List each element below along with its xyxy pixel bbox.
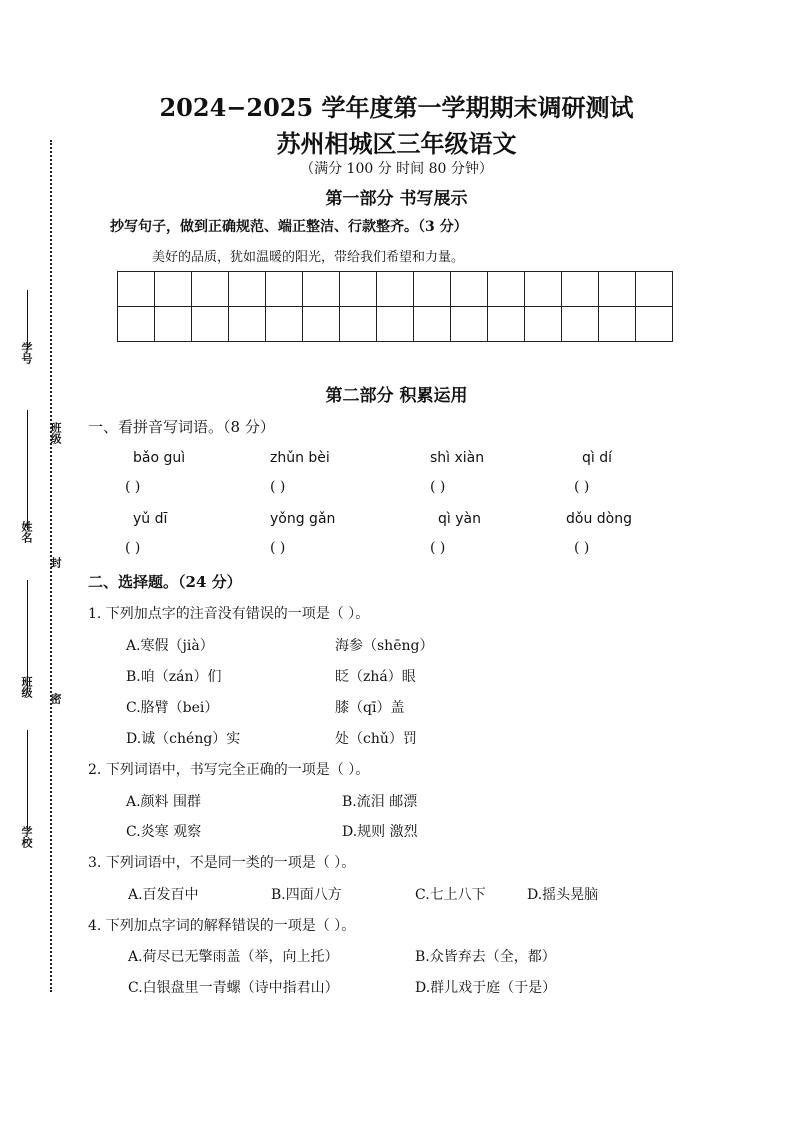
section2-heading: 二、选择题。（24 分） [88, 573, 242, 591]
grid-cell[interactable] [636, 307, 673, 342]
student-id-line [27, 290, 28, 350]
q3-option-a[interactable]: A.百发百中 [128, 887, 199, 903]
grid-cell[interactable] [451, 307, 488, 342]
answer-blank[interactable]: ( ) [430, 479, 446, 495]
pinyin-item: bǎo guì [133, 450, 186, 466]
grid-cell[interactable] [155, 272, 192, 307]
class-line [27, 580, 28, 690]
grid-cell[interactable] [562, 307, 599, 342]
grid-cell[interactable] [266, 272, 303, 307]
grid-cell[interactable] [377, 307, 414, 342]
grid-cell[interactable] [340, 272, 377, 307]
grid-cell[interactable] [229, 272, 266, 307]
exam-subject: 苏州相城区三年级语文 [276, 129, 517, 158]
pinyin-item: shì xiàn [430, 450, 485, 466]
pinyin-item: dǒu dòng [566, 511, 632, 527]
grid-cell[interactable] [118, 307, 155, 342]
grid-cell[interactable] [340, 307, 377, 342]
grid-cell[interactable] [636, 272, 673, 307]
answer-blank[interactable]: ( ) [125, 479, 141, 495]
grid-cell[interactable] [525, 272, 562, 307]
answer-blank[interactable]: ( ) [430, 540, 446, 556]
q2-option-c[interactable]: C.炎寒 观察 [126, 824, 202, 840]
q2-option-b[interactable]: B.流泪 邮漂 [342, 794, 418, 810]
grid-cell[interactable] [451, 272, 488, 307]
grid-cell[interactable] [155, 307, 192, 342]
q2-option-a[interactable]: A.颜料 围群 [126, 794, 202, 810]
q1-option-b2: 眨（zhá）眼 [335, 669, 416, 685]
q1-option-a2: 海参（shēng） [335, 638, 434, 654]
binding-label-student-id: 学号 [20, 342, 33, 364]
grid-cell[interactable] [229, 307, 266, 342]
answer-blank[interactable]: ( ) [270, 479, 286, 495]
exam-title: 2024−2025 学年度第一学期期末调研测试 [159, 93, 634, 122]
pinyin-item: yǒng gǎn [270, 511, 336, 527]
q1-option-d[interactable]: D.诚（chéng）实 [126, 731, 241, 747]
grid-cell[interactable] [599, 307, 636, 342]
q1-option-b[interactable]: B.咱（zán）们 [126, 669, 222, 685]
exam-info: （满分 100 分 时间 80 分钟） [300, 161, 493, 177]
q3-option-c[interactable]: C.七上八下 [415, 887, 486, 903]
question-4-stem: 4. 下列加点字词的解释错误的一项是（ ）。 [88, 918, 356, 934]
grid-cell[interactable] [377, 272, 414, 307]
pinyin-item: yǔ dī [133, 511, 168, 527]
q1-option-a[interactable]: A.寒假（jià） [126, 638, 214, 654]
grid-cell[interactable] [488, 307, 525, 342]
q1-option-c2: 膝（qī）盖 [335, 700, 405, 716]
binding-label-name: 姓名 [20, 521, 33, 543]
q1-option-d2: 处（chǔ）罚 [335, 731, 417, 747]
pinyin-item: zhǔn bèi [270, 450, 330, 466]
q2-option-d[interactable]: D.规则 激烈 [342, 824, 418, 840]
pinyin-item: qì dí [582, 450, 613, 466]
grid-cell[interactable] [599, 272, 636, 307]
grid-cell[interactable] [266, 307, 303, 342]
writing-grid[interactable] [117, 271, 673, 342]
q4-option-d[interactable]: D.群儿戏于庭（于是） [415, 980, 557, 996]
grid-cell[interactable] [525, 307, 562, 342]
q4-option-b[interactable]: B.众皆弃去（全，都） [415, 949, 556, 965]
part2-title: 第二部分 积累运用 [325, 386, 468, 406]
grid-cell[interactable] [303, 272, 340, 307]
answer-blank[interactable]: ( ) [574, 479, 590, 495]
part1-title: 第一部分 书写展示 [325, 189, 468, 209]
q3-option-b[interactable]: B.四面八方 [271, 887, 342, 903]
answer-blank[interactable]: ( ) [125, 540, 141, 556]
binding-label-secret: 密 [49, 693, 62, 704]
binding-label-school: 学校 [20, 826, 33, 848]
school-line [27, 730, 28, 830]
q4-option-a[interactable]: A.荷尽已无擎雨盖（举，向上托） [128, 949, 339, 965]
copy-sentence: 美好的品质，犹如温暖的阳光，带给我们希望和力量。 [152, 250, 465, 265]
grid-cell[interactable] [118, 272, 155, 307]
part1-instruction: 抄写句子，做到正确规范、端正整洁、行款整齐。（3 分） [110, 219, 468, 235]
grid-row [118, 272, 673, 307]
grid-cell[interactable] [488, 272, 525, 307]
grid-cell[interactable] [414, 272, 451, 307]
q1-option-c[interactable]: C.胳臂（bei） [126, 700, 219, 716]
grid-cell[interactable] [192, 272, 229, 307]
grid-cell[interactable] [562, 272, 599, 307]
answer-blank[interactable]: ( ) [574, 540, 590, 556]
q3-option-d[interactable]: D.摇头晃脑 [527, 887, 599, 903]
binding-label-line: 班级 [49, 422, 62, 444]
section1-heading: 一、看拼音写词语。（8 分） [88, 418, 275, 436]
grid-cell[interactable] [414, 307, 451, 342]
question-1-stem: 1. 下列加点字的注音没有错误的一项是（ ）。 [88, 606, 370, 622]
grid-cell[interactable] [303, 307, 340, 342]
answer-blank[interactable]: ( ) [270, 540, 286, 556]
q4-option-c[interactable]: C.白银盘里一青螺（诗中指君山） [128, 980, 339, 996]
binding-label-seal: 封 [49, 557, 62, 568]
grid-cell[interactable] [192, 307, 229, 342]
question-2-stem: 2. 下列词语中，书写完全正确的一项是（ ）。 [88, 762, 370, 778]
grid-row [118, 307, 673, 342]
question-3-stem: 3. 下列词语中，不是同一类的一项是（ ）。 [88, 855, 356, 871]
binding-label-class: 班级 [20, 676, 33, 698]
pinyin-item: qì yàn [438, 511, 481, 527]
name-line [27, 410, 28, 530]
